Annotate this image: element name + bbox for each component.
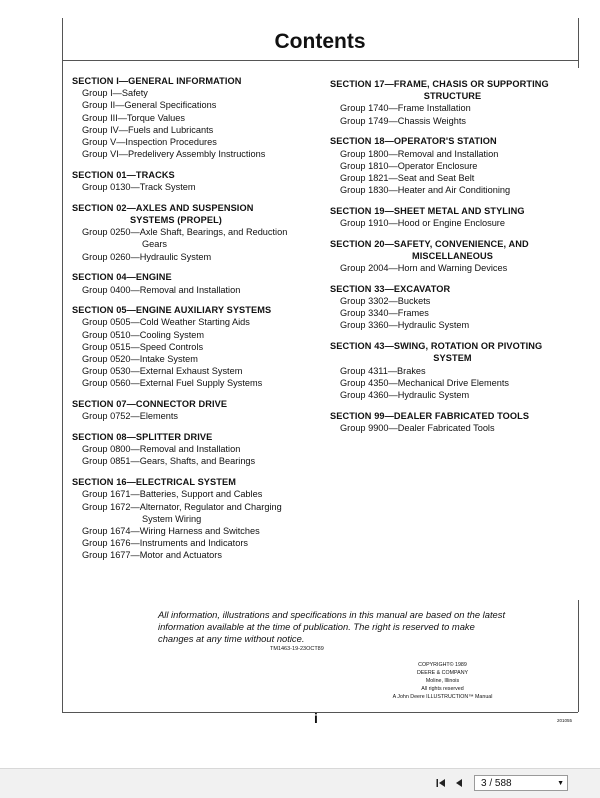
section-title	[330, 238, 575, 262]
group-entry	[330, 389, 575, 401]
group-entry-line: Group 1672—Alternator, Regulator and Charging	[82, 501, 282, 512]
group-entry	[72, 443, 322, 455]
image-code: 201055	[557, 718, 573, 723]
group-entry-line: Group 0260—Hydraulic System	[82, 251, 212, 262]
group-entry-line: Group 0752—Elements	[82, 411, 179, 422]
group-entry	[330, 172, 575, 184]
group-entry	[72, 501, 322, 525]
group-entry-line: Group 1674—Wiring Harness and Switches	[82, 526, 260, 536]
group-entry-line: Group 0505—Cold Weather Starting Aids	[82, 317, 250, 328]
contents-section	[72, 271, 322, 295]
publication-notice: All information, illustrations and specifications in this manual are based on the latest information available at the time of publication. The right is reserved to make changes at any time without notice.	[158, 609, 506, 644]
group-entry	[330, 160, 575, 172]
contents-section	[330, 283, 575, 332]
section-title-line: SECTION 33—EXCAVATOR	[330, 283, 451, 294]
group-entry-line: Group 3340—Frames	[340, 308, 429, 319]
group-entry-line: Group 4360—Hydraulic System	[340, 389, 470, 400]
group-entry-line: Group 4350—Mechanical Drive Elements	[340, 377, 510, 388]
section-title	[72, 202, 322, 226]
section-title-line: SECTION 01—TRACKS	[72, 169, 175, 180]
contents-section	[72, 304, 322, 389]
group-entry	[330, 184, 575, 196]
copyright-line: COPYRIGHT© 1989	[418, 662, 467, 668]
group-entry-line: Group 1830—Heater and Air Conditioning	[340, 185, 511, 196]
section-title	[330, 340, 575, 364]
group-entry	[72, 136, 322, 148]
contents-left-column	[72, 75, 322, 570]
page-selector[interactable]	[474, 775, 568, 791]
group-entry-line: Group 1810—Operator Enclosure	[340, 160, 478, 171]
section-title-line: SECTION 43—SWING, ROTATION OR PIVOTING	[330, 341, 543, 352]
section-title	[72, 169, 322, 181]
section-title	[330, 410, 575, 422]
contents-section	[72, 431, 322, 468]
group-entry	[72, 537, 322, 549]
viewer-toolbar	[0, 768, 600, 798]
group-entry	[330, 102, 575, 114]
group-entry-line: System Wiring	[142, 513, 202, 524]
group-entry-line: Group 1800—Removal and Installation	[340, 148, 499, 159]
group-entry	[72, 124, 322, 136]
section-title	[330, 283, 575, 295]
group-entry-line: Group 9900—Dealer Fabricated Tools	[340, 422, 495, 433]
group-entry	[330, 319, 575, 331]
group-entry-line: Group 1910—Hood or Engine Enclosure	[340, 218, 505, 229]
group-entry-line: Group 0250—Axle Shaft, Bearings, and Reduction	[82, 227, 288, 238]
section-title-line: SECTION 16—ELECTRICAL SYSTEM	[72, 477, 236, 488]
group-entry-line: Group 0520—Intake System	[82, 354, 198, 365]
title-rule	[62, 60, 578, 61]
page-border-right-bottom	[578, 600, 579, 712]
group-entry	[330, 365, 575, 377]
group-entry	[72, 148, 322, 160]
group-entry	[330, 115, 575, 127]
group-entry-line: Group 1749—Chassis Weights	[340, 115, 466, 126]
group-entry	[72, 99, 322, 111]
section-title-line: SECTION I—GENERAL INFORMATION	[72, 76, 242, 86]
previous-page-icon[interactable]	[452, 776, 466, 790]
group-entry	[72, 341, 322, 353]
section-title	[330, 78, 575, 102]
group-entry-line: Group 0560—External Fuel Supply Systems	[82, 378, 263, 389]
group-entry-line: Group 0130—Track System	[82, 182, 196, 193]
group-entry	[72, 284, 322, 296]
group-entry-line: Group 0510—Cooling System	[82, 329, 205, 340]
section-title	[72, 271, 322, 283]
contents-section	[72, 476, 322, 561]
section-title-line: SECTION 17—FRAME, CHASIS OR SUPPORTING	[330, 79, 549, 89]
section-title-line: MISCELLANEOUS	[412, 250, 493, 261]
group-entry-line: Group 1821—Seat and Seat Belt	[340, 172, 475, 183]
group-entry-line: Group II—General Specifications	[82, 100, 217, 111]
contents-section	[72, 202, 322, 263]
group-entry	[72, 455, 322, 467]
group-entry-line: Group 1676—Instruments and Indicators	[82, 538, 248, 549]
group-entry-line: Group 0530—External Exhaust System	[82, 366, 243, 377]
group-entry	[72, 226, 322, 250]
section-title-line: STRUCTURE	[423, 91, 482, 102]
page-indicator: 3 / 588	[481, 778, 512, 789]
group-entry	[72, 353, 322, 365]
section-title	[72, 398, 322, 410]
first-page-icon[interactable]	[434, 776, 448, 790]
section-title	[72, 476, 322, 488]
section-title-line: SECTION 05—ENGINE AUXILIARY SYSTEMS	[72, 305, 272, 316]
group-entry	[72, 112, 322, 124]
group-entry-line: Group 1671—Batteries, Support and Cables	[82, 489, 263, 500]
group-entry-line: Group V—Inspection Procedures	[82, 137, 217, 148]
group-entry-line: Group VI—Predelivery Assembly Instructions	[82, 149, 266, 160]
contents-section	[330, 238, 575, 275]
group-entry-line: Group 0851—Gears, Shafts, and Bearings	[82, 456, 256, 467]
section-title-line: SECTION 18—OPERATOR'S STATION	[330, 136, 497, 147]
contents-section	[330, 78, 575, 127]
group-entry	[72, 377, 322, 389]
contents-right-column	[330, 78, 575, 443]
copyright-line: Moline, Illinois	[425, 678, 460, 684]
copyright-line: DEERE & COMPANY	[416, 670, 469, 676]
contents-section	[330, 205, 575, 229]
group-entry	[72, 181, 322, 193]
group-entry-line: Group 3360—Hydraulic System	[340, 320, 470, 331]
group-entry	[72, 488, 322, 500]
group-entry-line: Group I—Safety	[82, 88, 148, 99]
contents-section	[72, 169, 322, 193]
section-title	[72, 304, 322, 316]
group-entry	[72, 365, 322, 377]
group-entry	[72, 329, 322, 341]
group-entry	[72, 410, 322, 422]
copyright-block	[380, 661, 505, 701]
group-entry-line: Gears	[142, 239, 168, 250]
section-title-line: SECTION 02—AXLES AND SUSPENSION	[72, 202, 254, 213]
page-number: i	[314, 710, 318, 726]
section-title	[72, 75, 322, 87]
copyright-line: All rights reserved	[421, 686, 464, 692]
dropdown-caret-icon[interactable]: ▼	[557, 780, 564, 787]
section-title-line: SECTION 07—CONNECTOR DRIVE	[72, 399, 228, 410]
group-entry	[330, 422, 575, 434]
section-title-line: SECTION 04—ENGINE	[72, 272, 172, 283]
group-entry	[72, 251, 322, 263]
group-entry	[330, 377, 575, 389]
copyright-line: A John Deere ILLUSTRUCTION™ Manual	[392, 694, 493, 700]
group-entry	[72, 316, 322, 328]
group-entry	[330, 307, 575, 319]
section-title-line: SECTION 08—SPLITTER DRIVE	[72, 432, 213, 443]
group-entry	[330, 148, 575, 160]
group-entry	[330, 295, 575, 307]
contents-section	[72, 75, 322, 160]
group-entry-line: Group 0800—Removal and Installation	[82, 444, 241, 455]
contents-section	[330, 410, 575, 434]
section-title-line: SECTION 99—DEALER FABRICATED TOOLS	[330, 410, 530, 421]
group-entry-line: Group 4311—Brakes	[340, 365, 426, 376]
section-title-line: SECTION 20—SAFETY, CONVENIENCE, AND	[330, 238, 529, 249]
group-entry	[330, 262, 575, 274]
group-entry-line: Group 1740—Frame Installation	[340, 103, 471, 114]
contents-section	[72, 398, 322, 422]
bottom-rule	[62, 712, 578, 713]
group-entry	[72, 87, 322, 99]
contents-section	[330, 340, 575, 401]
section-title	[72, 431, 322, 443]
group-entry-line: Group 0515—Speed Controls	[82, 341, 204, 352]
group-entry-line: Group 0400—Removal and Installation	[82, 284, 241, 295]
group-entry	[330, 217, 575, 229]
group-entry-line: Group III—Torque Values	[82, 112, 185, 123]
document-code: TM1463-19-23OCT89	[270, 646, 324, 652]
section-title-line: SECTION 19—SHEET METAL AND STYLING	[330, 205, 525, 216]
group-entry-line: Group 2004—Horn and Warning Devices	[340, 263, 508, 274]
section-title-line: SYSTEMS (PROPEL)	[130, 215, 222, 226]
page-border-right-top	[578, 18, 579, 68]
contents-section	[330, 135, 575, 196]
section-title-line: SYSTEM	[433, 353, 472, 364]
group-entry	[72, 549, 322, 561]
section-title	[330, 205, 575, 217]
group-entry-line: Group 3302—Buckets	[340, 296, 431, 307]
page-title: Contents	[274, 30, 366, 53]
group-entry	[72, 525, 322, 537]
group-entry-line: Group IV—Fuels and Lubricants	[82, 124, 214, 135]
page-border-left	[62, 18, 63, 712]
section-title	[330, 135, 575, 147]
group-entry-line: Group 1677—Motor and Actuators	[82, 550, 222, 561]
